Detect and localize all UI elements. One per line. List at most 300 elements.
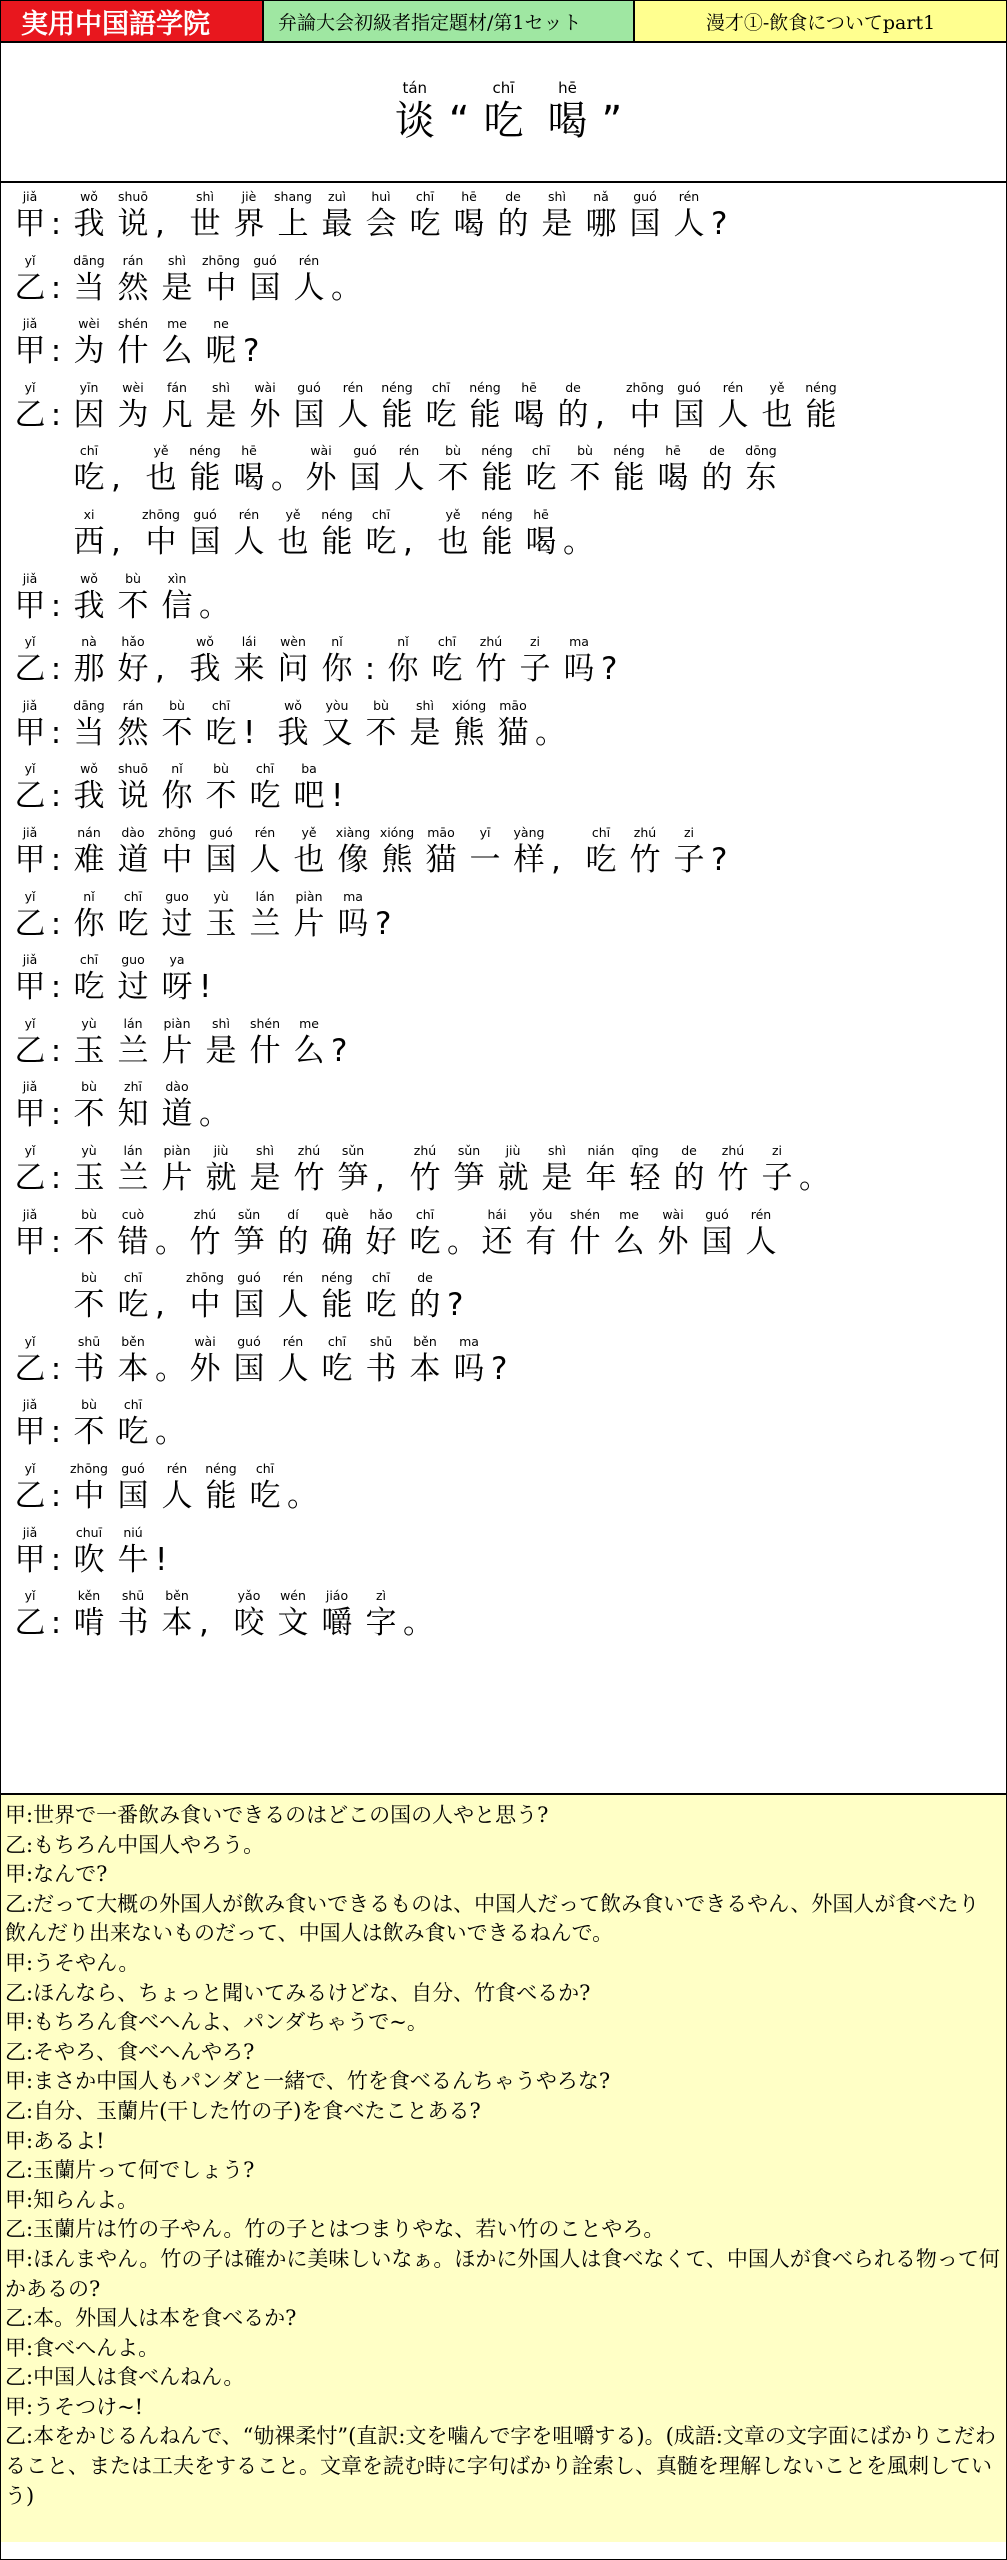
dialogue-line — [14, 1079, 230, 1133]
pinyin: yǎo — [237, 1588, 261, 1604]
pinyin: qīng — [631, 1143, 659, 1158]
ruby-char — [111, 316, 155, 370]
ruby-char — [403, 189, 447, 243]
dialogue-line — [15, 1207, 783, 1261]
translation-line: 乙:だって大概の外国人が飲み食いできるものは、中国人だって飲み食いできるやん、外国人が食べたり飲んだり出来ないものだって、中国人は飲み食いできるねんで。 — [5, 1891, 980, 1946]
pinyin: māo — [427, 825, 455, 840]
ruby-char — [359, 189, 403, 243]
translation-line: 乙:もちろん中国人やろう。 — [5, 1832, 265, 1857]
hanzi: 也 — [277, 524, 309, 560]
hanzi: 字 — [365, 1605, 397, 1642]
speaker-label — [15, 1588, 45, 1642]
translation-line: 乙:本をかじるんねんで、“劬祼柔忖”(直訳:文を噛んで字を咀嚼する)。(成語:文章の文字面にばかりこだわること、または工夫をすること。文章を読む時に字句ばかり詮索し、真髄を理解しないことを風刺していう) — [5, 2424, 996, 2508]
speaker-label — [15, 1525, 45, 1579]
hanzi: 国 — [701, 1223, 733, 1260]
hanzi: 人 — [249, 842, 281, 878]
ruby-char — [67, 443, 111, 497]
pinyin: jiǎ — [22, 570, 38, 586]
ruby-char — [519, 507, 563, 561]
hanzi: 能 — [469, 396, 501, 433]
ruby-char — [155, 1461, 199, 1515]
ruby-char — [667, 380, 711, 434]
speaker-colon: : — [50, 269, 62, 306]
pinyin: chī — [123, 1270, 143, 1286]
pinyin: yǐ — [24, 1015, 36, 1031]
speaker-colon: : — [50, 1605, 62, 1642]
hanzi: 笋 — [233, 1223, 265, 1260]
pinyin: guó — [209, 825, 233, 840]
hanzi: 吃 — [73, 969, 105, 1006]
dialogue-line — [14, 1588, 434, 1642]
ruby-char — [359, 507, 403, 561]
hanzi: 吃 — [73, 460, 105, 497]
hanzi: 竹 — [293, 1160, 325, 1196]
pinyin: bù — [577, 443, 593, 459]
ruby-char — [155, 253, 199, 307]
hanzi: 吹 — [73, 1541, 105, 1578]
pinyin: yàng — [513, 825, 545, 840]
ruby-char — [111, 1270, 155, 1324]
pinyin: hē — [241, 443, 257, 459]
hanzi: 是 — [161, 269, 193, 306]
ruby-char — [111, 380, 155, 434]
pinyin: jiǎ — [22, 189, 38, 204]
pinyin: rén — [282, 1333, 304, 1349]
punctuation: , — [595, 396, 605, 433]
hanzi: 国 — [233, 1287, 265, 1324]
punctuation: ! — [199, 969, 212, 1006]
title-hanzi: 喝 — [547, 98, 588, 144]
pinyin: yù — [213, 888, 229, 904]
hanzi: 子 — [761, 1160, 793, 1196]
punctuation: ? — [331, 1032, 348, 1069]
hanzi: 牛 — [117, 1541, 149, 1578]
pinyin: ya — [169, 952, 185, 968]
pinyin: jiǎ — [22, 316, 38, 332]
hanzi: 为 — [117, 396, 149, 433]
hanzi: 本 — [117, 1350, 149, 1387]
pinyin: yǐ — [24, 252, 36, 268]
hanzi: 么 — [613, 1223, 645, 1260]
hanzi: 子 — [519, 651, 551, 688]
ruby-char — [331, 380, 375, 434]
hanzi: 信 — [161, 587, 193, 624]
pinyin: jiù — [213, 1143, 229, 1158]
pinyin: chī — [437, 634, 457, 650]
pinyin: wài — [194, 1333, 216, 1349]
ruby-char — [67, 1143, 111, 1197]
pinyin: jiù — [505, 1143, 521, 1158]
pinyin: wèi — [78, 316, 100, 332]
pinyin: zhōng — [202, 252, 240, 268]
pinyin: lán — [123, 1015, 143, 1031]
pinyin: rén — [750, 1206, 772, 1222]
ruby-char — [67, 1016, 111, 1070]
hanzi: 外 — [249, 396, 281, 433]
hanzi: 什 — [569, 1223, 601, 1260]
hanzi: 能 — [321, 524, 353, 560]
ruby-char — [271, 1588, 315, 1642]
hanzi: 吃 — [117, 1287, 149, 1324]
pinyin: chī — [79, 952, 99, 968]
ruby-char — [199, 889, 243, 943]
hanzi: 最 — [321, 206, 353, 242]
pinyin: wǒ — [80, 189, 98, 204]
header-bar — [1, 1, 1006, 43]
ruby-char — [287, 380, 331, 434]
hanzi: 甲 — [14, 969, 46, 1006]
hanzi: 竹 — [189, 1223, 221, 1260]
ruby-char — [403, 1143, 447, 1197]
ruby-char — [155, 698, 199, 752]
punctuation: ! — [155, 1541, 168, 1578]
ruby-char — [67, 380, 111, 434]
punctuation: 。 — [155, 1414, 186, 1451]
pinyin: zhōng — [158, 825, 196, 840]
hanzi: 片 — [161, 1160, 193, 1196]
pinyin: yīn — [79, 379, 99, 395]
ruby-char — [155, 380, 199, 434]
pinyin: niú — [123, 1524, 143, 1540]
speaker-label — [15, 571, 45, 625]
title-hanzi: 吃 — [483, 98, 524, 144]
hanzi: 我 — [73, 587, 105, 624]
pinyin: zhú — [193, 1206, 217, 1222]
translation-line: 乙:中国人は食べんねん。 — [5, 2365, 245, 2390]
ruby-char — [359, 1207, 403, 1261]
hanzi: 么 — [293, 1032, 325, 1069]
ruby-char — [507, 380, 551, 434]
punctuation: ? — [375, 905, 392, 942]
title-hanzi: 谈 — [394, 98, 435, 144]
pinyin: yě — [301, 825, 317, 840]
ruby-char — [67, 1334, 111, 1388]
hanzi: 轻 — [629, 1160, 661, 1196]
ruby-char — [155, 761, 199, 815]
punctuation: , — [111, 460, 121, 497]
ruby-char — [579, 825, 623, 879]
hanzi: 吃 — [425, 396, 457, 433]
hanzi: 吃 — [321, 1350, 353, 1387]
pinyin: dào — [165, 1079, 189, 1095]
hanzi: 喝 — [513, 396, 545, 433]
hanzi: 是 — [409, 714, 441, 751]
punctuation: 。 — [447, 1223, 478, 1260]
pinyin: shū — [77, 1333, 101, 1349]
speaker-colon: : — [50, 587, 62, 624]
pinyin: rén — [398, 443, 420, 459]
title-pinyin: chī — [492, 79, 515, 97]
pinyin: guó — [237, 1270, 261, 1286]
pinyin: rén — [254, 825, 276, 840]
hanzi: 人 — [233, 524, 265, 560]
pinyin: fán — [167, 379, 187, 395]
pinyin: me — [167, 316, 187, 332]
ruby-char — [623, 380, 667, 434]
ruby-char — [381, 634, 425, 688]
ruby-char — [111, 952, 155, 1006]
pinyin: yě — [445, 507, 461, 522]
hanzi: 乙 — [14, 651, 46, 688]
ruby-char — [199, 316, 243, 370]
punctuation: 。 — [799, 1160, 830, 1196]
hanzi: 人 — [393, 460, 425, 497]
pinyin: hē — [533, 507, 549, 522]
ruby-char — [67, 761, 111, 815]
hanzi: 好 — [117, 651, 149, 688]
hanzi: 是 — [541, 1160, 573, 1196]
dialogue-line — [15, 825, 739, 879]
pinyin: bù — [81, 1079, 97, 1095]
ruby-char — [155, 316, 199, 370]
pinyin: zi — [771, 1143, 783, 1158]
pinyin: jiǎ — [22, 1079, 38, 1095]
hanzi: 竹 — [475, 651, 507, 688]
pinyin: zhī — [124, 1079, 142, 1095]
pinyin: huì — [371, 189, 391, 204]
hanzi: 甲 — [14, 1414, 46, 1451]
ruby-char — [155, 1588, 199, 1642]
hanzi: 书 — [73, 1350, 105, 1387]
ruby-char — [111, 189, 155, 243]
dialogue-line — [15, 634, 629, 688]
hanzi: 不 — [437, 460, 469, 497]
ruby-char — [491, 189, 535, 243]
pinyin: yǐ — [24, 634, 36, 650]
ruby-char — [67, 1461, 111, 1515]
pinyin: què — [325, 1206, 349, 1222]
pinyin: chī — [431, 379, 451, 395]
pinyin: ma — [459, 1333, 479, 1349]
hanzi: 能 — [613, 460, 645, 497]
ruby-char — [111, 571, 155, 625]
hanzi: 我 — [277, 714, 309, 751]
hanzi: 不 — [205, 778, 237, 815]
hanzi: 兰 — [117, 1160, 149, 1196]
ruby-char — [111, 889, 155, 943]
ruby-char — [563, 443, 607, 497]
pinyin: běn — [165, 1588, 189, 1604]
ruby-char — [111, 1207, 155, 1261]
punctuation: ? — [601, 651, 618, 688]
ruby-char — [67, 1397, 111, 1451]
pinyin: bù — [81, 1206, 97, 1222]
ruby-char — [403, 1270, 447, 1324]
ruby-char — [447, 1143, 491, 1197]
speaker-colon: : — [50, 1160, 62, 1196]
ruby-char — [475, 1207, 519, 1261]
hanzi: 道 — [117, 842, 149, 878]
ruby-char — [271, 507, 315, 561]
pinyin: ma — [569, 634, 589, 650]
ruby-char — [331, 1143, 375, 1197]
pinyin: shì — [196, 189, 214, 204]
hanzi: 吃 — [205, 714, 237, 751]
pinyin: yǐ — [24, 1333, 36, 1349]
hanzi: 样 — [513, 842, 545, 878]
pinyin: rén — [298, 252, 320, 268]
pinyin: sǔn — [341, 1143, 365, 1158]
ruby-char — [711, 1143, 755, 1197]
ruby-char — [287, 825, 331, 879]
ruby-char — [755, 380, 799, 434]
hanzi: 国 — [673, 396, 705, 433]
punctuation: 。 — [155, 1223, 186, 1260]
pinyin: wài — [310, 443, 332, 459]
ruby-char — [111, 1334, 155, 1388]
hanzi: 你 — [73, 905, 105, 942]
hanzi: 甲 — [14, 587, 46, 624]
ruby-char — [199, 761, 243, 815]
translation-line: 乙:そやろ、食べへんやろ? — [5, 2039, 255, 2064]
hanzi: 是 — [205, 396, 237, 433]
ruby-char — [299, 443, 343, 497]
pinyin: de — [417, 1270, 433, 1286]
hanzi: 吃 — [409, 1223, 441, 1260]
ruby-char — [183, 1270, 227, 1324]
pinyin: ba — [301, 761, 317, 777]
pinyin: jiǎ — [22, 697, 38, 713]
hanzi: 中 — [205, 269, 237, 306]
pinyin: yǐ — [24, 1461, 36, 1476]
pinyin: yě — [769, 379, 785, 395]
pinyin: bù — [125, 570, 141, 586]
hanzi: 兰 — [249, 905, 281, 942]
ruby-char — [519, 443, 563, 497]
hanzi: 那 — [73, 651, 105, 688]
pinyin: hǎo — [369, 1206, 393, 1222]
hanzi: 的 — [673, 1160, 705, 1196]
pinyin: rén — [238, 507, 260, 522]
pinyin: néng — [205, 1461, 237, 1476]
pinyin: néng — [321, 507, 353, 522]
pinyin: hē — [461, 189, 477, 204]
ruby-char — [315, 1334, 359, 1388]
pinyin: yù — [81, 1143, 97, 1158]
ruby-char — [491, 698, 535, 752]
hanzi: 外 — [305, 460, 337, 497]
hanzi: 文 — [277, 1605, 309, 1642]
speaker-colon: : — [50, 714, 62, 751]
dialogue-line — [15, 889, 403, 943]
hanzi: 知 — [117, 1096, 149, 1133]
pinyin: bù — [81, 1270, 97, 1286]
speaker-label — [15, 952, 45, 1006]
pinyin: shì — [212, 1015, 230, 1031]
ruby-char — [651, 443, 695, 497]
pinyin: shì — [548, 1143, 566, 1158]
ruby-char — [519, 1207, 563, 1261]
ruby-char — [359, 1334, 403, 1388]
pinyin: chī — [371, 1270, 391, 1286]
hanzi: 中 — [189, 1287, 221, 1324]
ruby-char — [491, 1143, 535, 1197]
hanzi: 竹 — [629, 842, 661, 878]
hanzi: 吧 — [293, 778, 325, 815]
hanzi: 什 — [117, 333, 149, 370]
translation-line: 甲:あるよ! — [5, 2128, 105, 2153]
punctuation: , — [199, 1605, 209, 1642]
hanzi: 书 — [117, 1605, 149, 1642]
hanzi: 是 — [205, 1032, 237, 1069]
pinyin: nián — [587, 1143, 615, 1158]
translation-line: 甲:世界で一番飲み食いできるのはどこの国の人やと思う? — [5, 1803, 549, 1827]
japanese-translation — [1, 1795, 1006, 2542]
pinyin: chī — [79, 443, 99, 459]
pinyin: bù — [373, 697, 389, 713]
hanzi: 甲 — [14, 206, 46, 242]
ruby-char — [199, 1461, 243, 1515]
pinyin: nán — [77, 825, 101, 840]
ruby-char — [243, 825, 287, 879]
pinyin: de — [505, 189, 521, 204]
ruby-char — [199, 698, 243, 752]
speaker-label — [15, 1016, 45, 1070]
pinyin: néng — [805, 379, 837, 395]
hanzi: 一 — [469, 842, 501, 878]
dialogue-line — [14, 1461, 318, 1515]
ruby-char — [111, 825, 155, 879]
pinyin: rén — [678, 189, 700, 204]
ruby-char — [271, 1270, 315, 1324]
ruby-char — [513, 634, 557, 688]
ruby-char — [111, 1397, 155, 1451]
hanzi: 乙 — [14, 1160, 46, 1196]
hanzi: 片 — [161, 1032, 193, 1069]
ruby-char — [739, 1207, 783, 1261]
dialogue-line — [15, 443, 783, 497]
hanzi: 乙 — [14, 905, 46, 942]
ruby-char — [563, 1207, 607, 1261]
translation-line: 甲:まさか中国人もパンダと一緒で、竹を食べるんちゃうやろな? — [5, 2069, 611, 2094]
pinyin: dōng — [745, 443, 777, 459]
speaker-label — [15, 380, 45, 434]
ruby-char — [287, 1016, 331, 1070]
ruby-char — [469, 634, 513, 688]
pinyin: dāng — [73, 697, 105, 713]
hanzi: 玉 — [73, 1160, 105, 1196]
ruby-char — [287, 253, 331, 307]
punctuation: , — [551, 842, 561, 878]
hanzi: 还 — [481, 1223, 513, 1260]
translation-line: 乙:玉蘭片は竹の子やん。竹の子とはつまりやな、若い竹のことやろ。 — [5, 2217, 665, 2242]
pinyin: cuò — [121, 1206, 145, 1222]
punctuation: ! — [331, 778, 344, 815]
pinyin: shì — [256, 1143, 274, 1158]
hanzi: 猫 — [425, 842, 457, 878]
ruby-char — [447, 698, 491, 752]
speaker-colon: : — [50, 1541, 62, 1578]
dialogue-section — [1, 183, 1006, 1795]
ruby-char — [315, 1207, 359, 1261]
hanzi: 人 — [673, 206, 705, 242]
hanzi: 本 — [161, 1605, 193, 1642]
ruby-char — [431, 443, 475, 497]
hanzi: 会 — [365, 206, 397, 242]
hanzi: 像 — [337, 842, 369, 878]
hanzi: 当 — [73, 269, 105, 306]
pinyin: chī — [255, 1461, 275, 1476]
ruby-char — [243, 1461, 287, 1515]
hanzi: 吃 — [525, 460, 557, 497]
pinyin: shì — [168, 252, 186, 268]
pinyin: guo — [121, 952, 145, 968]
ruby-char — [403, 698, 447, 752]
pinyin: ma — [343, 888, 363, 904]
ruby-char — [155, 825, 199, 879]
translation-line: 乙:ほんなら、ちょっと聞いてみるけどな、自分、竹食べるか? — [5, 1980, 591, 2005]
pinyin: hē — [665, 443, 681, 459]
